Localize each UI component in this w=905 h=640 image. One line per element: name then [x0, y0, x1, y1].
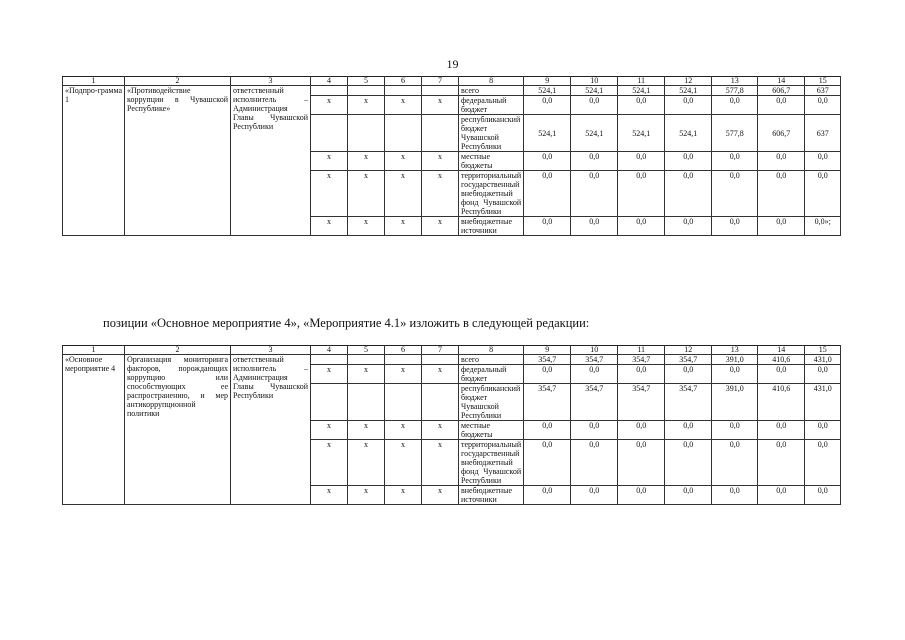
code-cell: [348, 86, 385, 96]
column-number: 3: [231, 346, 311, 355]
value-cell: 0,0: [571, 152, 618, 171]
value-cell: 0,0: [665, 96, 712, 115]
code-cell: x: [422, 217, 459, 236]
code-cell: x: [385, 365, 422, 384]
value-cell: 0,0: [618, 217, 665, 236]
column-number: 9: [524, 77, 571, 86]
value-cell: 410,6: [758, 384, 805, 421]
value-cell: 524,1: [524, 115, 571, 152]
value-cell: 0,0: [524, 96, 571, 115]
column-number: 11: [618, 77, 665, 86]
value-cell: 0,0: [665, 171, 712, 217]
column-number: 12: [665, 346, 712, 355]
value-cell: 391,0: [712, 384, 758, 421]
value-cell: 0,0: [805, 440, 841, 486]
activity-title-cell: Организация мониторинга факторов, порождающих коррупцию или способствующих ее распространению, и мер антикоррупционной политики: [125, 355, 231, 505]
column-number: 4: [311, 346, 348, 355]
value-cell: 354,7: [524, 384, 571, 421]
value-cell: 0,0: [524, 152, 571, 171]
column-number: 5: [348, 77, 385, 86]
value-cell: 0,0: [758, 152, 805, 171]
value-cell: 524,1: [618, 115, 665, 152]
funding-source-cell: местные бюджеты: [459, 421, 524, 440]
value-cell: 0,0: [758, 421, 805, 440]
column-number: 7: [422, 346, 459, 355]
code-cell: x: [311, 440, 348, 486]
value-cell: 0,0: [618, 486, 665, 505]
value-cell: 637: [805, 115, 841, 152]
column-number: 1: [63, 346, 125, 355]
value-cell: 431,0: [805, 384, 841, 421]
value-cell: 354,7: [665, 384, 712, 421]
column-number: 6: [385, 346, 422, 355]
value-cell: 0,0: [758, 96, 805, 115]
value-cell: 0,0: [665, 217, 712, 236]
column-number: 2: [125, 346, 231, 355]
value-cell: 0,0: [805, 96, 841, 115]
column-number: 8: [459, 77, 524, 86]
program-table-1: [62, 76, 841, 236]
value-cell: 0,0: [665, 152, 712, 171]
code-cell: x: [311, 96, 348, 115]
code-cell: x: [348, 217, 385, 236]
column-number: 14: [758, 346, 805, 355]
code-cell: x: [348, 365, 385, 384]
code-cell: x: [311, 152, 348, 171]
code-cell: x: [422, 421, 459, 440]
value-cell: 354,7: [524, 355, 571, 365]
code-cell: x: [422, 440, 459, 486]
value-cell: 0,0: [758, 217, 805, 236]
value-cell: 0,0: [618, 365, 665, 384]
executor-cell: ответственный исполнитель – Администрация Главы Чувашской Республики: [231, 355, 311, 505]
code-cell: [311, 115, 348, 152]
code-cell: [311, 86, 348, 96]
value-cell: 354,7: [618, 384, 665, 421]
value-cell: 0,0: [524, 171, 571, 217]
code-cell: [385, 115, 422, 152]
code-cell: x: [348, 486, 385, 505]
value-cell: 0,0: [758, 440, 805, 486]
program-table-2: [62, 345, 841, 505]
funding-source-cell: внебюджетные источники: [459, 486, 524, 505]
subprogram-title-cell: «Противодействие коррупции в Чувашской Республике»: [125, 86, 231, 236]
value-cell: 524,1: [665, 115, 712, 152]
column-number: 9: [524, 346, 571, 355]
executor-cell: ответственный исполнитель – Администрация Главы Чувашской Республики: [231, 86, 311, 236]
value-cell: 0,0: [571, 486, 618, 505]
value-cell: 0,0: [758, 486, 805, 505]
value-cell: 0,0: [618, 152, 665, 171]
column-number: 4: [311, 77, 348, 86]
value-cell: 0,0: [712, 486, 758, 505]
column-number: 10: [571, 77, 618, 86]
column-number: 13: [712, 346, 758, 355]
value-cell: 0,0: [712, 365, 758, 384]
value-cell: 606,7: [758, 86, 805, 96]
value-cell: 0,0»;: [805, 217, 841, 236]
value-cell: 410,6: [758, 355, 805, 365]
code-cell: x: [385, 96, 422, 115]
value-cell: 0,0: [571, 217, 618, 236]
value-cell: 0,0: [571, 96, 618, 115]
code-cell: [311, 355, 348, 365]
code-cell: x: [385, 171, 422, 217]
value-cell: 354,7: [618, 355, 665, 365]
value-cell: 0,0: [712, 440, 758, 486]
funding-source-cell: местные бюджеты: [459, 152, 524, 171]
value-cell: 524,1: [524, 86, 571, 96]
page-number: 19: [446, 57, 459, 71]
column-number: 12: [665, 77, 712, 86]
column-number: 15: [805, 77, 841, 86]
code-cell: x: [311, 486, 348, 505]
value-cell: 0,0: [524, 365, 571, 384]
value-cell: 0,0: [758, 171, 805, 217]
value-cell: 606,7: [758, 115, 805, 152]
code-cell: x: [422, 152, 459, 171]
value-cell: 577,8: [712, 86, 758, 96]
value-cell: 637: [805, 86, 841, 96]
value-cell: 0,0: [805, 421, 841, 440]
code-cell: x: [348, 152, 385, 171]
code-cell: x: [422, 486, 459, 505]
code-cell: x: [311, 365, 348, 384]
column-number: 7: [422, 77, 459, 86]
column-number: 6: [385, 77, 422, 86]
funding-source-cell: территориальный государственный внебюджетный фонд Чувашской Республики: [459, 171, 524, 217]
value-cell: 524,1: [571, 115, 618, 152]
value-cell: 354,7: [665, 355, 712, 365]
column-number-row: [63, 346, 841, 355]
value-cell: 0,0: [805, 486, 841, 505]
code-cell: x: [385, 152, 422, 171]
code-cell: x: [385, 486, 422, 505]
funding-source-cell: внебюджетные источники: [459, 217, 524, 236]
funding-source-cell: территориальный государственный внебюджетный фонд Чувашской Республики: [459, 440, 524, 486]
value-cell: 0,0: [665, 365, 712, 384]
code-cell: x: [311, 217, 348, 236]
funding-source-cell: федеральный бюджет: [459, 365, 524, 384]
value-cell: 0,0: [665, 486, 712, 505]
value-cell: 0,0: [618, 96, 665, 115]
column-number: 14: [758, 77, 805, 86]
column-number: 8: [459, 346, 524, 355]
code-cell: x: [385, 217, 422, 236]
value-cell: 0,0: [712, 421, 758, 440]
value-cell: 0,0: [665, 440, 712, 486]
value-cell: 354,7: [571, 355, 618, 365]
table-row: [63, 355, 841, 365]
code-cell: [385, 355, 422, 365]
code-cell: x: [348, 421, 385, 440]
funding-source-cell: всего: [459, 86, 524, 96]
code-cell: x: [348, 440, 385, 486]
value-cell: 431,0: [805, 355, 841, 365]
main-activity-cell: «Основное мероприятие 4: [63, 355, 125, 505]
value-cell: 0,0: [758, 365, 805, 384]
value-cell: 0,0: [665, 421, 712, 440]
value-cell: 0,0: [571, 365, 618, 384]
value-cell: 0,0: [712, 171, 758, 217]
column-number: 10: [571, 346, 618, 355]
code-cell: [348, 384, 385, 421]
code-cell: x: [311, 171, 348, 217]
code-cell: x: [311, 421, 348, 440]
code-cell: [422, 384, 459, 421]
code-cell: x: [385, 440, 422, 486]
code-cell: [348, 355, 385, 365]
value-cell: 0,0: [524, 217, 571, 236]
value-cell: 0,0: [712, 152, 758, 171]
funding-source-cell: федеральный бюджет: [459, 96, 524, 115]
value-cell: 0,0: [618, 171, 665, 217]
value-cell: 0,0: [571, 421, 618, 440]
value-cell: 0,0: [524, 440, 571, 486]
code-cell: x: [422, 365, 459, 384]
column-number-row: [63, 77, 841, 86]
value-cell: 391,0: [712, 355, 758, 365]
code-cell: [422, 115, 459, 152]
value-cell: 0,0: [524, 421, 571, 440]
code-cell: [348, 115, 385, 152]
value-cell: 0,0: [712, 96, 758, 115]
code-cell: [422, 86, 459, 96]
column-number: 11: [618, 346, 665, 355]
column-number: 5: [348, 346, 385, 355]
funding-source-cell: всего: [459, 355, 524, 365]
code-cell: [422, 355, 459, 365]
code-cell: x: [422, 96, 459, 115]
column-number: 13: [712, 77, 758, 86]
column-number: 15: [805, 346, 841, 355]
value-cell: 0,0: [805, 152, 841, 171]
code-cell: x: [385, 421, 422, 440]
value-cell: 0,0: [524, 486, 571, 505]
value-cell: 0,0: [712, 217, 758, 236]
column-number: 3: [231, 77, 311, 86]
column-number: 1: [63, 77, 125, 86]
table-row: [63, 86, 841, 96]
funding-source-cell: республиканский бюджет Чувашской Республики: [459, 384, 524, 421]
column-number: 2: [125, 77, 231, 86]
value-cell: 0,0: [571, 171, 618, 217]
code-cell: x: [348, 171, 385, 217]
value-cell: 0,0: [805, 365, 841, 384]
code-cell: [385, 86, 422, 96]
value-cell: 524,1: [618, 86, 665, 96]
value-cell: 0,0: [571, 440, 618, 486]
value-cell: 577,8: [712, 115, 758, 152]
value-cell: 524,1: [571, 86, 618, 96]
value-cell: 0,0: [805, 171, 841, 217]
code-cell: [311, 384, 348, 421]
code-cell: x: [422, 171, 459, 217]
value-cell: 354,7: [571, 384, 618, 421]
funding-source-cell: республиканский бюджет Чувашской Республики: [459, 115, 524, 152]
code-cell: x: [348, 96, 385, 115]
value-cell: 0,0: [618, 421, 665, 440]
value-cell: 524,1: [665, 86, 712, 96]
value-cell: 0,0: [618, 440, 665, 486]
code-cell: [385, 384, 422, 421]
subprogram-cell: «Подпро-грамма 1: [63, 86, 125, 236]
amendment-sentence: позиции «Основное мероприятие 4», «Мероприятие 4.1» изложить в следующей редакции:: [103, 316, 590, 330]
